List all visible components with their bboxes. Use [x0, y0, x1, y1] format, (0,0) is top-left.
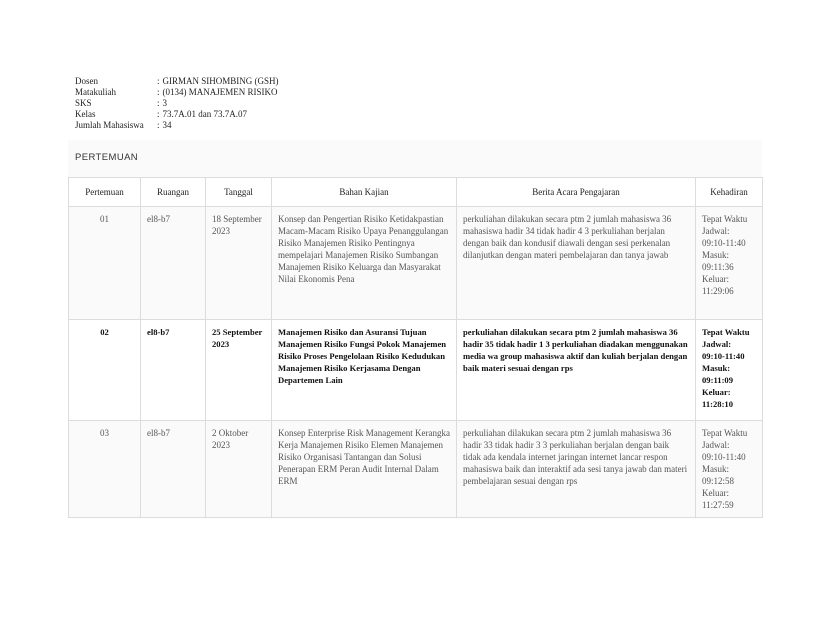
info-row-jumlah-mahasiswa: Jumlah Mahasiswa : 34 [75, 120, 172, 130]
header-berita-acara: Berita Acara Pengajaran [457, 178, 696, 207]
cell-ruangan: el8-b7 [141, 421, 206, 518]
info-label: Jumlah Mahasiswa [75, 120, 144, 130]
info-label: Matakuliah [75, 87, 116, 97]
cell-bahan-kajian: Konsep dan Pengertian Risiko Ketidakpastian Macam-Macam Risiko Upaya Penanggulangan Risiko Manajemen Risiko Pentingnya mempelajari Manajemen Risiko Sumbangan Manajemen Risiko Keluarga dan Masyarakat Nilai Ekonomis Pena [272, 207, 457, 320]
attendance-schedule: 09:10-11:40 [702, 452, 746, 462]
attendance-out-time: 11:29:06 [702, 286, 734, 296]
header-kehadiran: Kehadiran [696, 178, 763, 207]
cell-pertemuan: 02 [69, 320, 141, 421]
meetings-table [68, 177, 763, 518]
info-value: (0134) MANAJEMEN RISIKO [162, 87, 278, 97]
info-value: GIRMAN SIHOMBING (GSH) [162, 76, 279, 86]
header-pertemuan: Pertemuan [69, 178, 141, 207]
info-value: 3 [162, 98, 168, 108]
attendance-in-label: Masuk: [702, 464, 729, 474]
attendance-out-label: Keluar: [702, 274, 729, 284]
cell-ruangan: el8-b7 [141, 320, 206, 421]
table-row [69, 320, 763, 421]
info-row-sks: SKS : 3 [75, 98, 168, 108]
info-label: Dosen [75, 76, 98, 86]
attendance-out-label: Keluar: [702, 387, 731, 397]
cell-kehadiran [696, 421, 763, 518]
attendance-in-time: 09:12:58 [702, 476, 735, 486]
section-title: PERTEMUAN [75, 152, 139, 163]
info-row-kelas: Kelas : 73.7A.01 dan 73.7A.07 [75, 109, 248, 119]
info-value: 73.7A.01 dan 73.7A.07 [162, 109, 248, 119]
attendance-schedule: 09:10-11:40 [702, 351, 745, 361]
cell-berita-acara: perkuliahan dilakukan secara ptm 2 jumlah mahasiswa 36 hadir 35 tidak hadir 1 3 perkuliahan diadakan menggunakan media wa group mahasiswa aktif dan kuliah berjalan dengan baik materi sesuai dengan rps [457, 320, 696, 421]
attendance-status: Tepat Waktu [702, 428, 748, 438]
attendance-status: Tepat Waktu [702, 214, 748, 224]
cell-kehadiran [696, 207, 763, 320]
attendance-schedule: 09:10-11:40 [702, 238, 746, 248]
attendance-in-label: Masuk: [702, 363, 731, 373]
attendance-out-label: Keluar: [702, 488, 729, 498]
info-row-matakuliah: Matakuliah : (0134) MANAJEMEN RISIKO [75, 87, 278, 97]
section-header-band [68, 140, 762, 178]
cell-pertemuan: 03 [69, 421, 141, 518]
info-row-dosen: Dosen : GIRMAN SIHOMBING (GSH) [75, 76, 279, 86]
attendance-schedule-label: Jadwal: [702, 226, 730, 236]
table-row [69, 207, 763, 320]
attendance-out-time: 11:27:59 [702, 500, 734, 510]
info-value: 34 [162, 120, 172, 130]
attendance-out-time: 11:28:10 [702, 399, 734, 409]
cell-tanggal: 2 Oktober 2023 [206, 421, 272, 518]
cell-tanggal: 18 September 2023 [206, 207, 272, 320]
course-info [75, 76, 279, 131]
cell-tanggal: 25 September 2023 [206, 320, 272, 421]
attendance-in-label: Masuk: [702, 250, 729, 260]
attendance-in-time: 09:11:36 [702, 262, 734, 272]
cell-berita-acara: perkuliahan dilakukan secara ptm 2 jumlah mahasiswa 36 hadir 33 tidak hadir 3 3 perkuliahan berjalan dengan baik tidak ada kendala internet jaringan internet lancar respon mahasiswa baik dan interaktif ada sesi tanya jawab dan materi pembelajaran sesuai dengan rps [457, 421, 696, 518]
cell-ruangan: el8-b7 [141, 207, 206, 320]
attendance-schedule-label: Jadwal: [702, 339, 732, 349]
header-ruangan: Ruangan [141, 178, 206, 207]
cell-kehadiran [696, 320, 763, 421]
attendance-schedule-label: Jadwal: [702, 440, 730, 450]
table-header-row [69, 178, 763, 207]
attendance-in-time: 09:11:09 [702, 375, 734, 385]
cell-bahan-kajian: Manajemen Risiko dan Asuransi Tujuan Manajemen Risiko Fungsi Pokok Manajemen Risiko Proses Pengelolaan Risiko Kedudukan Manajemen Risiko Kerjasama Dengan Departemen Lain [272, 320, 457, 421]
info-label: Kelas [75, 109, 96, 119]
info-label: SKS [75, 98, 92, 108]
cell-bahan-kajian: Konsep Enterprise Risk Management Kerangka Kerja Manajemen Risiko Elemen Manajemen Risiko Organisasi Tantangan dan Solusi Penerapan ERM Peran Audit Internal Dalam ERM [272, 421, 457, 518]
cell-berita-acara: perkuliahan dilakukan secara ptm 2 jumlah mahasiswa 36 mahasiswa hadir 34 tidak hadir 4 3 perkuliahan berjalan dengan baik dan kondusif diawali dengan sesi perkenalan dilanjutkan dengan materi pembelajaran dan tanya jawab [457, 207, 696, 320]
attendance-status: Tepat Waktu [702, 327, 750, 337]
cell-pertemuan: 01 [69, 207, 141, 320]
header-tanggal: Tanggal [206, 178, 272, 207]
table-row [69, 421, 763, 518]
header-bahan-kajian: Bahan Kajian [272, 178, 457, 207]
